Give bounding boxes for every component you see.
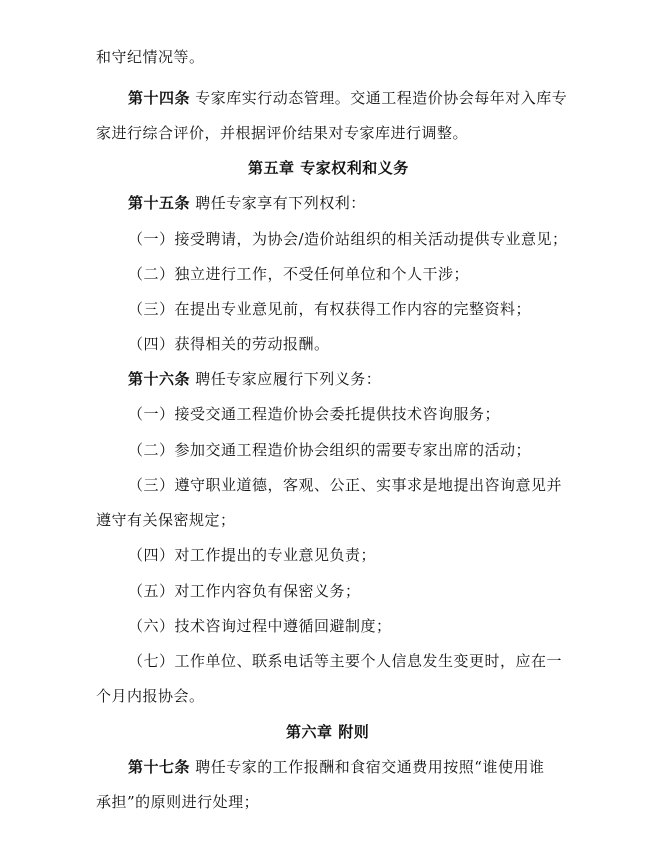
article-16-item-5: （五）对工作内容负有保密义务；	[128, 582, 361, 600]
article-14-line-2: 家进行综合评价，并根据评价结果对专家库进行调整。	[96, 124, 469, 142]
article-16-item-2: （二）参加交通工程造价协会组织的需要专家出席的活动；	[128, 441, 532, 459]
article-15-item-1: （一）接受聘请，为协会/造价站组织的相关活动提供专业意见；	[128, 230, 568, 248]
article-16-lead: 聘任专家应履行下列义务：	[195, 370, 382, 388]
article-17-line-1	[128, 757, 544, 777]
intro-tail-text: 和守纪情况等。	[96, 48, 205, 66]
article-16-item-7-line-2: 个月内报协会。	[96, 687, 205, 705]
article-17-text: 聘任专家的工作报酬和食宿交通费用按照“谁使用谁	[195, 758, 545, 776]
article-16-label: 第十六条	[128, 370, 191, 388]
article-15-label: 第十五条	[128, 194, 191, 212]
article-16-item-3-line-1: （三）遵守职业道德，客观、公正、实事求是地提出咨询意见并	[128, 476, 563, 494]
article-16-heading	[128, 369, 381, 389]
article-14-label: 第十四条	[128, 89, 191, 107]
article-15-heading	[128, 193, 366, 213]
article-14-line-1	[128, 88, 567, 108]
article-15-item-3: （三）在提出专业意见前，有权获得工作内容的完整资料；	[128, 300, 532, 318]
article-15-item-2: （二）独立进行工作，不受任何单位和个人干涉；	[128, 265, 470, 283]
article-15-item-4: （四）获得相关的劳动报酬。	[128, 335, 330, 353]
article-17-label: 第十七条	[128, 758, 191, 776]
article-16-item-1: （一）接受交通工程造价协会委托提供技术咨询服务；	[128, 405, 501, 423]
article-16-item-6: （六）技术咨询过程中遵循回避制度；	[128, 617, 392, 635]
article-17-line-2: 承担”的原则进行处理；	[96, 793, 260, 811]
article-14-text: 专家库实行动态管理。交通工程造价协会每年对入库专	[195, 89, 568, 107]
article-15-lead: 聘任专家享有下列权利：	[195, 194, 366, 212]
chapter-6-title: 第六章 附则	[286, 723, 370, 741]
article-16-item-7-line-1: （七）工作单位、联系电话等主要个人信息发生变更时，应在一	[128, 652, 563, 670]
chapter-5-title: 第五章 专家权利和义务	[248, 159, 409, 177]
article-16-item-3-line-2: 遵守有关保密规定；	[96, 511, 236, 529]
article-16-item-4: （四）对工作提出的专业意见负责；	[128, 546, 377, 564]
